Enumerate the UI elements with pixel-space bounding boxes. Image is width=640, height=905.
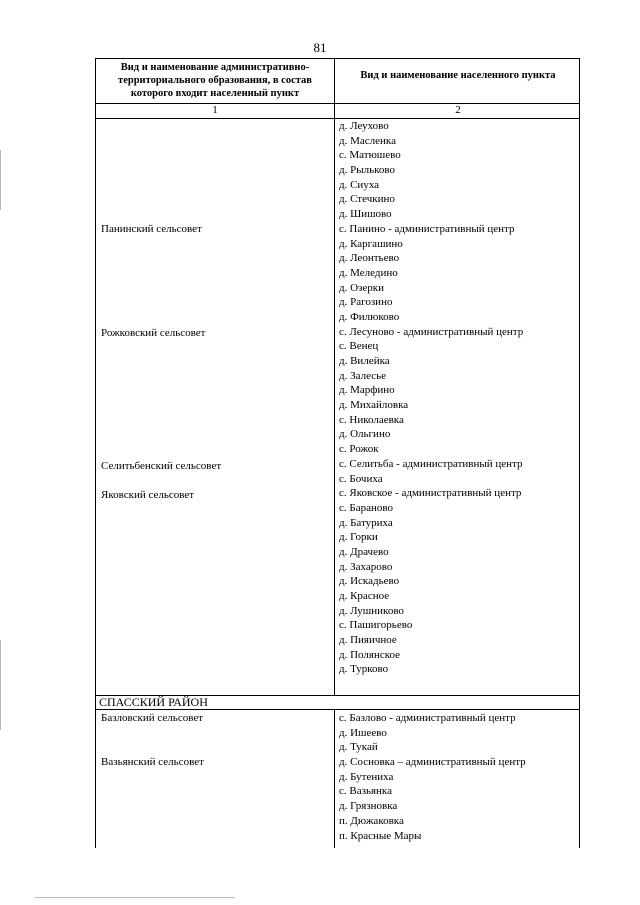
settlement-item: с. Матюшево xyxy=(339,149,401,162)
settlement-item: с. Бараново xyxy=(339,501,393,514)
settlement-item: д. Полянское xyxy=(339,648,401,661)
settlement-item: д. Шишово xyxy=(339,208,392,221)
district-name: Рожковский сельсовет xyxy=(101,327,206,339)
settlement-item: с. Базлово - административный центр xyxy=(339,712,516,724)
settlement-item: п. Дюжаковка xyxy=(339,814,404,827)
settlement-item: д. Сиуха xyxy=(339,178,380,191)
settlement-item: д. Рагозино xyxy=(339,296,393,309)
settlement-item: с. Рожок xyxy=(339,443,379,456)
settlement-item: д. Пияичное xyxy=(339,634,397,647)
header-col2: Вид и наименование населенного пункта xyxy=(360,70,556,81)
settlement-item: д. Тукай xyxy=(339,741,378,754)
settlement-item: д. Драчево xyxy=(339,545,389,558)
settlement-item: с. Панино - административный центр xyxy=(339,222,515,235)
settlement-item: д. Озерки xyxy=(339,281,384,294)
settlement-item: д. Масленка xyxy=(339,134,396,147)
settlements-table xyxy=(95,58,580,848)
settlement-item: д. Залесье xyxy=(339,369,387,382)
column-number-2: 2 xyxy=(455,104,461,116)
settlement-item: д. Сосновка – административный центр xyxy=(339,756,526,769)
scan-mark xyxy=(35,897,235,898)
district-name: Селитьбенский сельсовет xyxy=(101,460,222,472)
settlement-item: д. Вилейка xyxy=(339,355,390,367)
settlement-item: с. Лесуново - административный центр xyxy=(339,325,524,338)
region-title: СПАССКИЙ РАЙОН xyxy=(99,695,208,709)
district-name: Панинский сельсовет xyxy=(101,223,202,235)
settlement-item: д. Батуриха xyxy=(339,516,393,529)
settlement-item: д. Ишеево xyxy=(339,726,387,739)
settlement-item: д. Красное xyxy=(339,590,390,602)
column-divider xyxy=(334,59,335,848)
district-name: Яковский сельсовет xyxy=(101,489,195,501)
settlement-item: с. Николаевка xyxy=(339,413,404,426)
settlement-item: д. Горки xyxy=(339,531,378,544)
settlement-item: д. Стечкино xyxy=(339,193,395,206)
settlement-item: п. Красные Мары xyxy=(339,829,422,842)
settlement-item: д. Филюково xyxy=(339,310,400,323)
settlement-item: д. Лушниково xyxy=(339,604,404,617)
settlement-item: д. Искадьево xyxy=(339,575,400,588)
settlement-item: д. Марфино xyxy=(339,384,395,397)
district-name: Базловский сельсовет xyxy=(101,712,204,724)
settlement-item: с. Яковское - административный центр xyxy=(339,487,522,500)
settlement-item: с. Вазьянка xyxy=(339,785,392,798)
settlement-list xyxy=(339,119,523,677)
district-name: Вазьянский сельсовет xyxy=(101,756,204,768)
scan-mark xyxy=(0,150,1,210)
settlement-item: д. Меледино xyxy=(339,266,398,279)
settlement-item: д. Леонтьево xyxy=(339,252,400,265)
settlement-item: д. Грязновка xyxy=(339,800,398,813)
settlement-item: с. Венец xyxy=(339,340,379,353)
settlement-item: д. Леухово xyxy=(339,120,389,132)
settlement-item: д. Бутениха xyxy=(339,770,394,783)
settlement-item: с. Селитьба - административный центр xyxy=(339,457,523,470)
settlement-list xyxy=(339,711,526,843)
settlement-item: д. Михайловка xyxy=(339,399,409,412)
settlement-item: д. Захарово xyxy=(339,560,393,573)
page-number: 81 xyxy=(313,40,327,55)
scan-mark xyxy=(0,640,1,730)
header-col1: Вид и наименование административно-территориального образования, в состав которого входит населенный пункт xyxy=(118,62,312,99)
settlement-item: с. Пашигорьево xyxy=(339,619,413,632)
settlement-item: с. Бочиха xyxy=(339,472,383,485)
settlement-item: д. Рыльково xyxy=(339,164,396,177)
region-bottom-divider xyxy=(96,709,579,710)
settlement-item: д. Ольгино xyxy=(339,428,391,441)
settlement-item: д. Каргашино xyxy=(339,237,403,250)
column-number-1: 1 xyxy=(212,104,218,116)
settlement-item: д. Турково xyxy=(339,663,389,676)
